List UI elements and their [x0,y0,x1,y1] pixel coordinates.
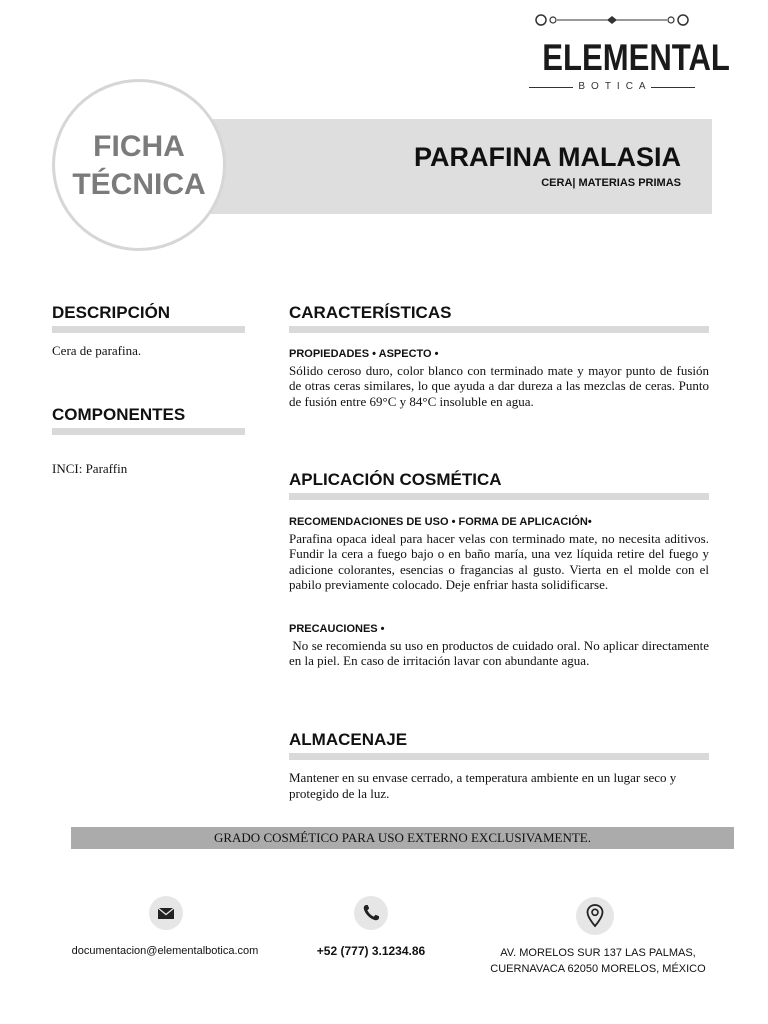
descripcion-text: Cera de parafina. [52,343,142,358]
descripcion-heading: DESCRIPCIÓN [52,303,171,322]
footer-address-line-1: AV. MORELOS SUR 137 LAS PALMAS, [500,947,696,959]
precauciones-text: No se recomienda su uso en productos de cuidado oral. No aplicar directamente en la piel. En caso de irritación lavar con abundante agua. [289,637,713,669]
logo-ornament-icon [529,12,695,28]
product-category: CERA| MATERIAS PRIMAS [541,177,681,189]
almacenaje-rule [289,753,709,760]
logo-subtitle [529,81,695,93]
precauciones-label: PRECAUCIONES • [289,623,385,635]
badge-line-2: TÉCNICA [72,168,206,201]
footer-phone[interactable]: +52 (777) 3.1234.86 [316,944,426,958]
footer-address [478,946,718,977]
logo-sub-text: BOTICA [578,81,652,92]
footer-address-line-2: CUERNAVACA 62050 MORELOS, MÉXICO [490,962,706,975]
componentes-text: INCI: Paraffin [52,461,128,476]
almacenaje-text: Mantener en su envase cerrado, a temperatura ambiente en un lugar seco y protegido de la luz. [289,770,677,801]
footer-email[interactable]: documentacion@elementalbotica.com [71,945,259,957]
caracteristicas-heading: CARACTERÍSTICAS [289,303,452,322]
almacenaje-heading: ALMACENAJE [289,730,408,749]
badge-title [52,128,226,204]
badge-line-1: FICHA [93,130,185,163]
aplicacion-block [289,515,709,593]
notice-bar: GRADO COSMÉTICO PARA USO EXTERNO EXCLUSIVAMENTE. [71,827,734,849]
product-title: PARAFINA MALASIA [414,142,681,172]
caracteristicas-text: Sólido ceroso duro, color blanco con terminado mate y mayor punto de fusión de otras ceras similares, lo que ayuda a dar dureza a las mezclas de ceras. Punto de fusión entre 69°C y 84°C insoluble en agua. [289,362,709,409]
aplicacion-rule [289,493,709,500]
aplicacion-label: RECOMENDACIONES DE USO • FORMA DE APLICACIÓN• [289,516,592,528]
componentes-heading: COMPONENTES [52,405,186,424]
descripcion-rule [52,326,245,333]
caracteristicas-block [289,347,709,409]
caracteristicas-label: PROPIEDADES • ASPECTO • [289,348,439,360]
envelope-icon [149,896,183,930]
phone-icon [354,896,388,930]
aplicacion-heading: APLICACIÓN COSMÉTICA [289,470,502,489]
componentes-rule [52,428,245,435]
aplicacion-text: Parafina opaca ideal para hacer velas con terminado mate, no necesita aditivos. Fundir la cera a fuego bajo o en baño maría, una vez líquida retire del fuego y adicione colorantes, esencias o fragancias al gusto. Vierta en el molde con el pabilo previamente colocado. Deje enfriar hasta solidificarse. [289,530,709,593]
logo-wordmark: ELEMENTAL [542,37,730,78]
brand-logo [529,12,730,92]
location-pin-icon [576,897,614,935]
caracteristicas-rule [289,326,709,333]
precauciones-block [289,622,713,669]
